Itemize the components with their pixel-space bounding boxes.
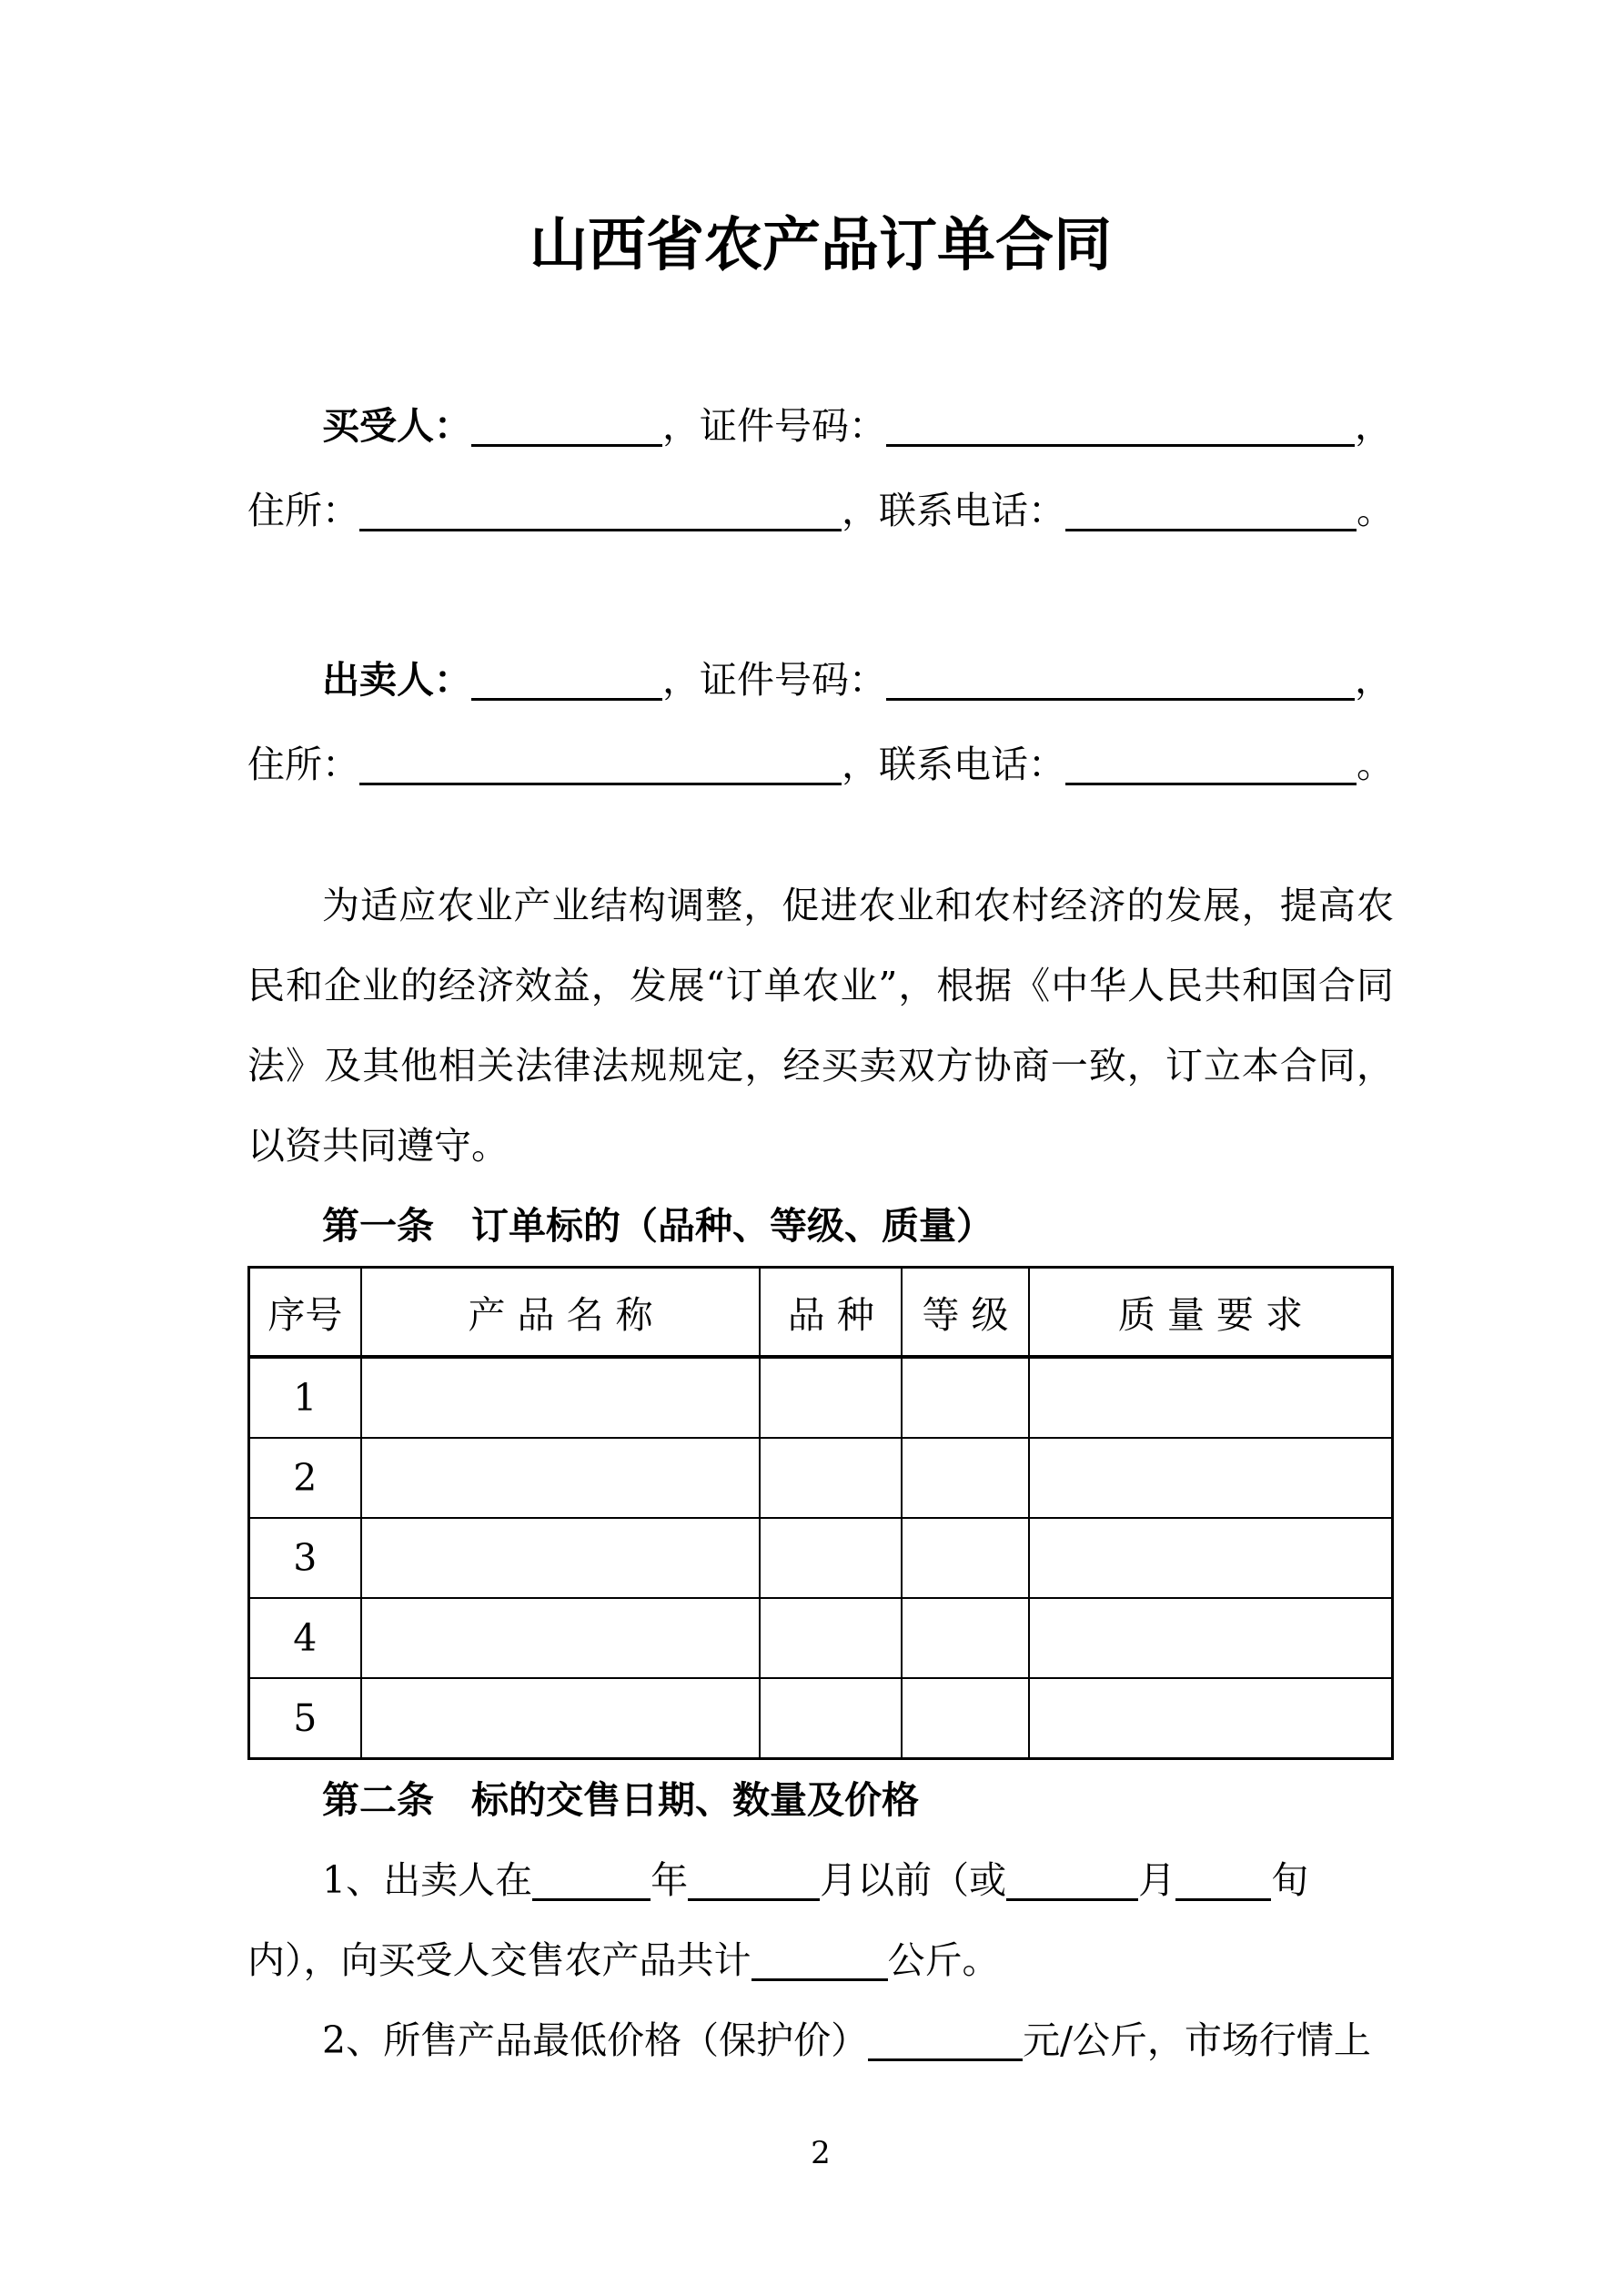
empty-cell bbox=[361, 1438, 761, 1518]
text-segment: ，证件号码： bbox=[662, 404, 886, 448]
empty-cell bbox=[1029, 1357, 1393, 1438]
empty-cell bbox=[902, 1518, 1029, 1598]
fill-in-blank-underline bbox=[688, 1861, 820, 1901]
row-index-cell: 5 bbox=[249, 1678, 361, 1759]
col-header-product-name: 产 品 名 称 bbox=[361, 1268, 761, 1358]
text-segment: 2、所售产品最低价格（保护价） bbox=[322, 2018, 869, 2062]
clause1-line-1 bbox=[247, 1840, 1394, 1920]
empty-cell bbox=[902, 1438, 1029, 1518]
empty-cell bbox=[361, 1357, 761, 1438]
empty-cell bbox=[760, 1678, 902, 1759]
order-items-table bbox=[247, 1266, 1394, 1760]
text-segment: 元/公斤，市场行情上 bbox=[1023, 2018, 1371, 2062]
text-segment: 买受人： bbox=[322, 404, 471, 448]
text-segment: 月以前（或 bbox=[820, 1858, 1007, 1902]
empty-cell bbox=[760, 1357, 902, 1438]
table-row bbox=[249, 1357, 1393, 1438]
text-segment: 月 bbox=[1138, 1858, 1176, 1902]
empty-cell bbox=[361, 1518, 761, 1598]
fill-in-blank-underline bbox=[471, 407, 662, 447]
text-segment: 。 bbox=[1357, 743, 1394, 786]
col-header-index: 序号 bbox=[249, 1268, 361, 1358]
empty-cell bbox=[760, 1438, 902, 1518]
fill-in-blank-underline bbox=[868, 2021, 1023, 2061]
order-table-body bbox=[249, 1357, 1393, 1759]
col-header-variety: 品 种 bbox=[760, 1268, 902, 1358]
fill-in-blank-underline bbox=[1065, 491, 1357, 531]
fill-in-blank-underline bbox=[886, 661, 1355, 701]
text-segment: 。 bbox=[1357, 489, 1394, 532]
text-segment: ，联系电话： bbox=[842, 489, 1065, 532]
empty-cell bbox=[902, 1357, 1029, 1438]
empty-cell bbox=[1029, 1518, 1393, 1598]
article2-heading: 第二条 标的交售日期、数量及价格 bbox=[322, 1778, 919, 1822]
empty-cell bbox=[361, 1598, 761, 1678]
buyer-line-1 bbox=[247, 384, 1394, 469]
seller-line-1 bbox=[247, 638, 1394, 723]
text-segment: 出卖人： bbox=[322, 658, 471, 702]
fill-in-blank-underline bbox=[359, 745, 842, 785]
table-row bbox=[249, 1598, 1393, 1678]
article2-clauses bbox=[247, 1840, 1394, 2080]
fill-in-blank-underline bbox=[1175, 1861, 1271, 1901]
seller-line-2 bbox=[247, 723, 1394, 807]
buyer-line-2 bbox=[247, 469, 1394, 553]
order-table-header bbox=[249, 1268, 1393, 1358]
row-index-cell: 3 bbox=[249, 1518, 361, 1598]
text-segment: ，证件号码： bbox=[662, 658, 886, 702]
text-segment: ，联系电话： bbox=[842, 743, 1065, 786]
fill-in-blank-underline bbox=[359, 491, 842, 531]
row-index-cell: 2 bbox=[249, 1438, 361, 1518]
article1-heading: 第一条 订单标的（品种、等级、质量） bbox=[322, 1204, 994, 1248]
page-number: 2 bbox=[811, 2135, 831, 2171]
fill-in-blank-underline bbox=[751, 1941, 888, 1981]
seller-section bbox=[247, 638, 1394, 807]
table-row bbox=[249, 1438, 1393, 1518]
row-index-cell: 1 bbox=[249, 1357, 361, 1438]
empty-cell bbox=[760, 1518, 902, 1598]
page-title: 山西省农产品订单合同 bbox=[530, 211, 1112, 279]
empty-cell bbox=[1029, 1438, 1393, 1518]
fill-in-blank-underline bbox=[1065, 745, 1357, 785]
fill-in-blank-underline bbox=[886, 407, 1355, 447]
fill-in-blank-underline bbox=[471, 661, 662, 701]
col-header-grade: 等 级 bbox=[902, 1268, 1029, 1358]
table-row bbox=[249, 1518, 1393, 1598]
text-segment: ， bbox=[1355, 404, 1392, 448]
text-segment: 年 bbox=[651, 1858, 689, 1902]
empty-cell bbox=[361, 1678, 761, 1759]
clause1-line-2 bbox=[247, 1920, 1394, 2000]
buyer-section bbox=[247, 384, 1394, 553]
empty-cell bbox=[1029, 1598, 1393, 1678]
text-segment: 内），向买受人交售农产品共计 bbox=[247, 1938, 751, 1982]
text-segment: 住所： bbox=[247, 743, 359, 786]
text-segment: 旬 bbox=[1271, 1858, 1309, 1902]
row-index-cell: 4 bbox=[249, 1598, 361, 1678]
clause2-line-1 bbox=[247, 2000, 1394, 2080]
fill-in-blank-underline bbox=[532, 1861, 651, 1901]
text-segment: 1、出卖人在 bbox=[322, 1858, 533, 1902]
text-segment: 住所： bbox=[247, 489, 359, 532]
empty-cell bbox=[902, 1598, 1029, 1678]
fill-in-blank-underline bbox=[1006, 1861, 1138, 1901]
empty-cell bbox=[902, 1678, 1029, 1759]
text-segment: 公斤。 bbox=[887, 1938, 1000, 1982]
empty-cell bbox=[760, 1598, 902, 1678]
table-row bbox=[249, 1678, 1393, 1759]
header-row bbox=[249, 1268, 1393, 1358]
text-segment: ， bbox=[1355, 658, 1392, 702]
preamble-paragraph: 为适应农业产业结构调整，促进农业和农村经济的发展，提高农民和企业的经济效益，发展“订单农业”，根据《中华人民共和国合同法》及其他相关法律法规规定，经买卖双方协商一致，订立本合同，以资共同遵守。 bbox=[247, 884, 1394, 1168]
empty-cell bbox=[1029, 1678, 1393, 1759]
col-header-quality: 质 量 要 求 bbox=[1029, 1268, 1393, 1358]
